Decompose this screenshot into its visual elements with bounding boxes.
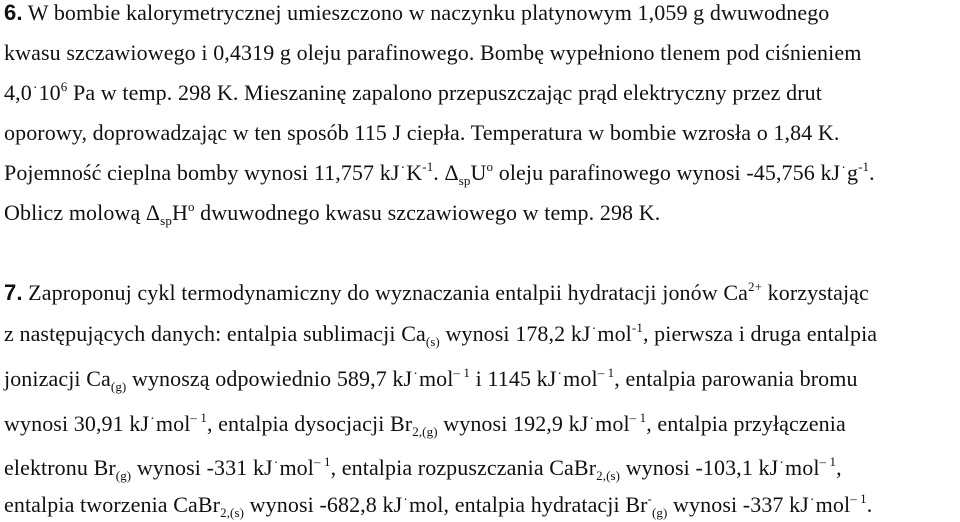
p6-line-5: Pojemność cieplna bomby wynosi 11,757 $kJ^\cdot K^{-1}$. $\Delta_{sp}U^o$ oleju parafinowego wynosi -45,756 $kJ^\cdot g^{-1}$. [4, 159, 875, 188]
p7-line-3: jonizacji $Ca_{(g)}$ wynoszą odpowiednio 589,7 kJ·mol$^{- 1}$ i 1145 kJ·mol$^{- 1}$, entalpia parowania bromu [4, 365, 858, 394]
p6-line-1: 6. W bombie kalorymetrycznej umieszczono w naczynku platynowym 1,059 g dwuwodnego [4, 0, 830, 25]
p6-number: 6. [4, 0, 23, 25]
p7-line-5: elektronu $Br_{(g)}$ wynosi -331 kJ·mol$^{- 1}$, entalpia rozpuszczania CaBr$_{2,(s)}$ wynosi -103,1 kJ·mol$^{- 1}$, [4, 454, 842, 483]
p6-line-6: Oblicz molową $\Delta_{sp}H^o$ dwuwodnego kwasu szczawiowego w temp. 298 K. [4, 199, 661, 228]
p6-line-4: oporowy, doprowadzając w ten sposób 115 J ciepła. Temperatura w bombie wzrosła o 1,84 K. [4, 120, 840, 145]
p6-line-2: kwasu szczawiowego i 0,4319 g oleju parafinowego. Bombę wypełniono tlenem pod ciśnieniem [4, 40, 862, 65]
p7-line-4: wynosi 30,91 kJ·mol$^{- 1}$, entalpia dysocjacji $Br_{2,(g)}$ wynosi 192,9 kJ·mol$^{- 1}$, entalpia przyłączenia [4, 410, 846, 439]
p7-number: 7. [4, 280, 23, 305]
p7-line-1: 7. Zaproponuj cykl termodynamiczny do wyznaczania entalpii hydratacji jonów $Ca^{2+}$ korzystając [4, 279, 869, 305]
p7-line-6: entalpia tworzenia CaBr$_{2,(s)}$ wynosi -682,8 kJ·mol, entalpia hydratacji $Br^-_{(g)}$ wynosi -337 kJ·mol$^{- 1}$. [4, 491, 873, 520]
p7-line-2: z następujących danych: entalpia sublimacji $Ca_{(s)}$ wynosi 178,2 kJ·mol$^{-1}$, pierwsza i druga entalpia [4, 320, 878, 349]
p6-line-3: $4,0^\cdot 10^6$ Pa w temp. 298 K. Mieszaninę zapalono przepuszczając prąd elektryczny przez drut [4, 79, 822, 105]
